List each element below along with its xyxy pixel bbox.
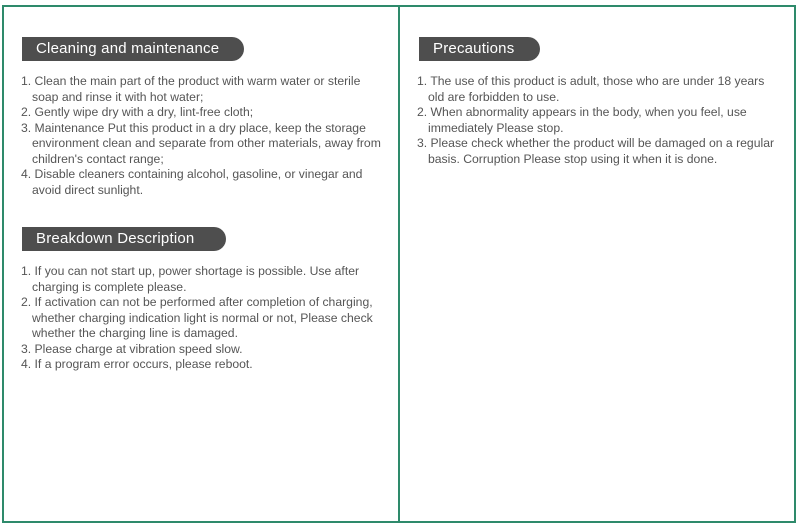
list-item: 3. Please check whether the product will be damaged on a regular basis. Corruption Please stop using it when it is done. [417, 136, 775, 166]
list-item: 4. If a program error occurs, please reboot. [21, 357, 253, 371]
list-item: 1. If you can not start up, power shortage is possible. Use after charging is complete please. [21, 264, 360, 294]
list-item: 3. Maintenance Put this product in a dry place, keep the storage environment clean and separate from other materials, away from children's contact range; [21, 120, 381, 166]
list-item: 2. When abnormality appears in the body, when you feel, use immediately Please stop. [417, 105, 747, 135]
list-item: 2. Gently wipe dry with a dry, lint-free cloth; [21, 105, 254, 119]
precautions-heading: Precautions [419, 37, 540, 61]
column-divider [398, 5, 400, 523]
list-item: 4. Disable cleaners containing alcohol, gasoline, or vinegar and avoid direct sunlight. [21, 167, 363, 197]
cleaning-heading: Cleaning and maintenance [22, 37, 244, 61]
precautions-list [417, 74, 783, 167]
list-item: 2. If activation can not be performed after completion of charging, whether charging indication light is normal or not, Please check whether the charging line is damaged. [21, 295, 373, 340]
cleaning-list [21, 74, 383, 198]
list-item: 1. Clean the main part of the product with warm water or sterile soap and rinse it with hot water; [21, 74, 361, 104]
breakdown-list [21, 264, 393, 373]
breakdown-heading: Breakdown Description [22, 227, 226, 251]
list-item: 1. The use of this product is adult, those who are under 18 years old are forbidden to use. [417, 74, 765, 104]
list-item: 3. Please charge at vibration speed slow. [21, 341, 243, 356]
